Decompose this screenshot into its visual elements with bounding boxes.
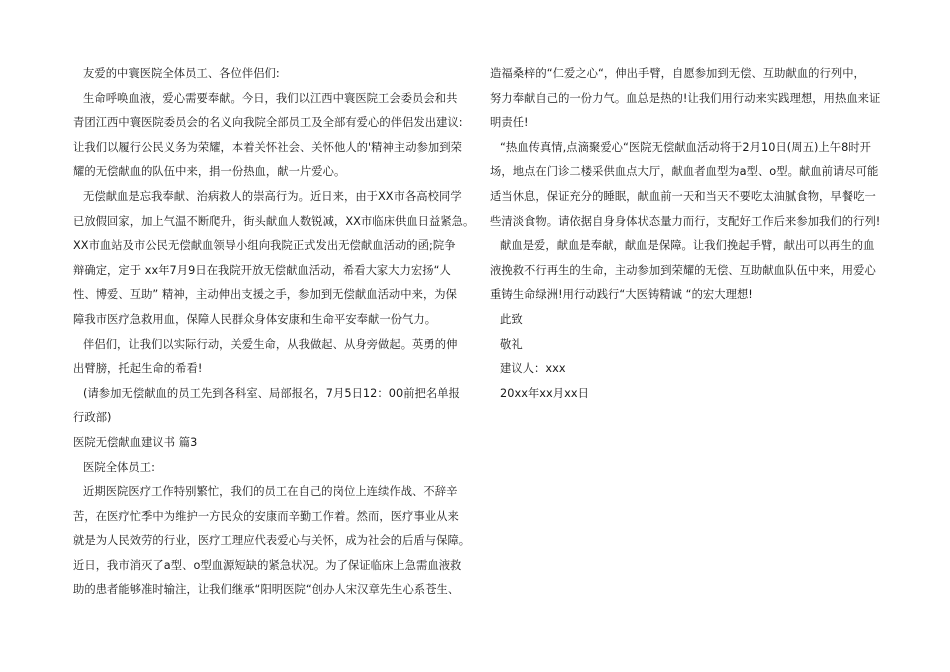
paragraph-line: 障我市医疗急救用血，保障人民群众身体安康和生命平安奉献一份气力。 [73,312,437,326]
paragraph-line: 些清淡食物。请依据自身身体状态量力而行，支配好工作后来参加我们的行列! [490,214,880,228]
paragraph-line: 出臂膀，托起生命的希看! [73,362,203,376]
paragraph-line: 努力奉献自己的一份力气。血总是热的!让我们用行动来实践理想，用热血来证 [490,91,880,105]
paragraph-line: 近期医院医疗工作特别繁忙，我们的员工在自己的岗位上连续作战、不辞辛 [83,485,458,499]
paragraph-line: 苦，在医疗忙季中为维护一方民众的安康而辛勤工作着。然而，医疗事业从来 [73,509,459,523]
paragraph-line: 造福桑梓的“仁爱之心“，伸出手臂，自愿参加到无偿、互助献血的行列中， [490,67,865,80]
paragraph-line: XX市血站及市公民无偿献血领导小组向我院正式发出无偿献血活动的函;院争 [73,239,456,253]
salutation: 友爱的中寰医院全体员工、各位伴侣们: [83,67,280,80]
paragraph-line: 献血是爱，献血是奉献，献血是保障。让我们挽起手臂，献出可以再生的血 [500,239,875,253]
right-column [490,62,880,406]
paragraph-line: “热血传真情,点滴聚爱心“医院无偿献血活动将于2月10日(周五)上午8时开 [500,140,872,154]
paragraph-line: 适当休息，保证充分的睡眠，献血前一天和当天不要吃太油腻食物，早餐吃一 [490,189,876,203]
paragraph-line: 就是为人民效劳的行业，医疗工理应代表爱心与关怀，成为社会的后盾与保障。 [73,534,471,548]
left-column [73,62,476,603]
paragraph-line: 让我们以履行公民义务为荣耀，本着关怀社会、关怀他人的'精神主动参加到荣 [73,140,462,154]
date-line: 20xx年xx月xx日 [500,386,589,400]
paragraph-line: 已放假回家，加上气温不断爬升，街头献血人数锐减，XX市临床供血日益紧急。 [73,214,475,228]
paragraph-line: 近日，我市消灭了a型、o型血源短缺的紧急状况。为了保证临床上急需血液救 [73,558,462,572]
section-heading: 医院无偿献血建议书 篇3 [73,435,198,449]
paragraph-line: 场，地点在门诊二楼采供血点大厅，献血者血型为a型、o型。献血前请尽可能 [490,165,879,179]
paragraph-line: 助的患者能够准时输注，让我们继承“阳明医院“创办人宋汉章先生心系苍生、 [73,583,460,597]
paragraph-line: 无偿献血是忘我奉献、治病救人的崇高行为。近日来，由于XX市各高校同学 [83,189,462,203]
signature-line: 建议人：xxx [500,362,566,376]
paragraph-line: 辩确定，定于 xx年7月9日在我院开放无偿献血活动，希看大家大力宏扬“人 [73,263,451,277]
closing-phrase: 此致 [500,312,523,326]
paragraph-line: 耀的无偿献血的队伍中来，捐一份热血，献一片爱心。 [73,165,346,179]
paragraph-line: 伴侣们，让我们以实际行动，关爱生命，从我做起、从身旁做起。英勇的伸 [83,337,458,351]
paragraph-line: 生命呼唤血液，爱心需要奉献。今日，我们以江西中寰医院工会委员会和共 [83,91,458,105]
paragraph-line: 行政部) [73,411,112,425]
salutation: 医院全体员工: [83,460,155,474]
paragraph-line: 青团江西中寰医院委员会的名义向我院全部员工及全部有爱心的伴侣发出建议: [73,116,463,130]
paragraph-line: 性、博爱、互助” 精神，主动伸出支援之手，参加到无偿献血活动中来，为保 [73,288,457,302]
paragraph-line: 重铸生命绿洲!用行动践行“大医铸精诚 “的宏大理想! [490,288,753,302]
paragraph-line: 明责任! [490,116,529,130]
paragraph-line: 液挽救不行再生的生命，主动参加到荣耀的无偿、互助献血队伍中来，用爱心 [490,263,876,277]
closing-phrase: 敬礼 [500,337,523,351]
paragraph-line: (请参加无偿献血的员工先到各科室、局部报名，7月5日12：00前把名单报 [83,386,460,400]
